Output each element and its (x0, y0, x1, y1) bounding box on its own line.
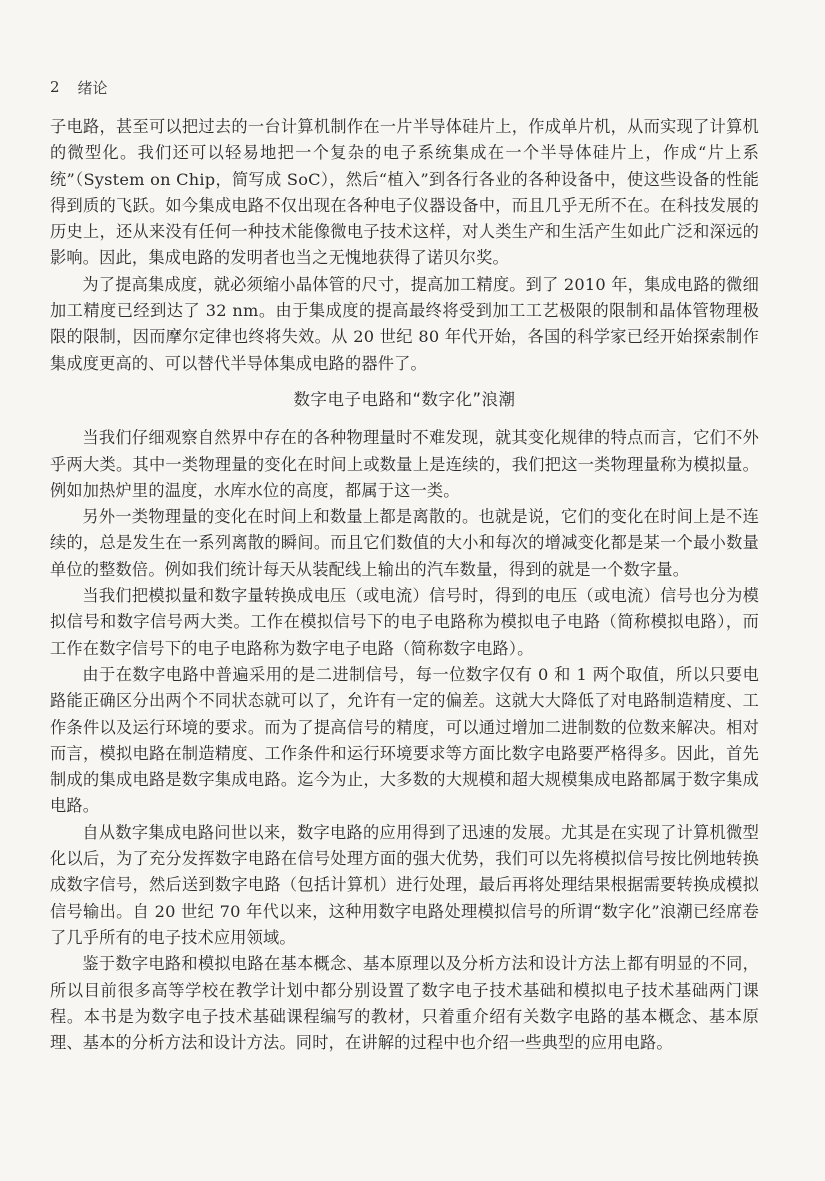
chapter-title: 绪论 (77, 78, 108, 97)
paragraph: 当我们仔细观察自然界中存在的各种物理量时不难发现，就其变化规律的特点而言，它们不外乎两大类。其中一类物理量的变化在时间上或数量上是连续的，我们把这一类物理量称为模拟量。例如加热炉里的温度，水库水位的高度，都属于这一类。 (50, 428, 759, 500)
paragraph: 鉴于数字电路和模拟电路在基本概念、基本原理以及分析方法和设计方法上都有明显的不同，所以目前很多高等学校在教学计划中都分别设置了数字电子技术基础和模拟电子技术基础两门课程。本书是为数字电子技术基础课程编写的教材，只着重介绍有关数字电路的基本概念、基本原理、基本的分析方法和设计方法。同时，在讲解的过程中也介绍一些典型的应用电路。 (50, 954, 759, 1053)
paragraph: 子电路，甚至可以把过去的一台计算机制作在一片半导体硅片上，作成单片机，从而实现了计算机的微型化。我们还可以轻易地把一个复杂的电子系统集成在一个半导体硅片上，作成“片上系统”（System on Chip，简写成 SoC），然后“植入”到各行各业的各种设备中，使这些设备的性能得到质的飞跃。如今集成电路不仅出现在各种电子仪器设备中，而且几乎无所不在。在科技发展的历史上，还从来没有任何一种技术能像微电子技术这样，对人类生产和生活产生如此广泛和深远的影响。因此，集成电路的发明者也当之无愧地获得了诺贝尔奖。 (50, 117, 759, 268)
section-heading: 数字电子电路和“数字化”浪潮 (293, 389, 516, 409)
paragraph: 另外一类物理量的变化在时间上和数量上都是离散的。也就是说，它们的变化在时间上是不连续的，总是发生在一系列离散的瞬间。而且它们数值的大小和每次的增减变化都是某一个最小数量单位的整数倍。例如我们统计每天从装配线上输出的汽车数量，得到的就是一个数字量。 (50, 507, 759, 579)
body-text (50, 114, 759, 1056)
paragraph: 由于在数字电路中普遍采用的是二进制信号，每一位数字仅有 0 和 1 两个取值，所以只要电路能正确区分出两个不同状态就可以了，允许有一定的偏差。这就大大降低了对电路制造精度、工作条件以及运行环境的要求。而为了提高信号的精度，可以通过增加二进制数的位数来解决。相对而言，模拟电路在制造精度、工作条件和运行环境要求等方面比数字电路要严格得多。因此，首先制成的集成电路是数字集成电路。迄今为止，大多数的大规模和超大规模集成电路都属于数字集成电路。 (50, 664, 759, 816)
paragraph: 当我们把模拟量和数字量转换成电压（或电流）信号时，得到的电压（或电流）信号也分为模拟信号和数字信号两大类。工作在模拟信号下的电子电路称为模拟电子电路（简称模拟电路），而工作在数字信号下的电子电路称为数字电子电路（简称数字电路）。 (50, 586, 759, 658)
page-number: 2 (50, 78, 60, 96)
paragraph: 为了提高集成度，就必须缩小晶体管的尺寸，提高加工精度。到了 2010 年，集成电路的微细加工精度已经到达了 32 nm。由于集成度的提高最终将受到加工工艺极限的限制和晶体管物理极限的限制，因而摩尔定律也终将失效。从 20 世纪 80 年代开始，各国的科学家已经开始探索制作集成度更高的、可以替代半导体集成电路的器件了。 (50, 274, 759, 373)
running-head (50, 68, 759, 106)
paragraph: 自从数字集成电路问世以来，数字电路的应用得到了迅速的发展。尤其是在实现了计算机微型化以后，为了充分发挥数字电路在信号处理方面的强大优势，我们可以先将模拟信号按比例地转换成数字信号，然后送到数字电路（包括计算机）进行处理，最后再将处理结果根据需要转换成模拟信号输出。自 20 世纪 70 年代以来，这种用数字电路处理模拟信号的所谓“数字化”浪潮已经席卷了几乎所有的电子技术应用领域。 (50, 822, 759, 947)
